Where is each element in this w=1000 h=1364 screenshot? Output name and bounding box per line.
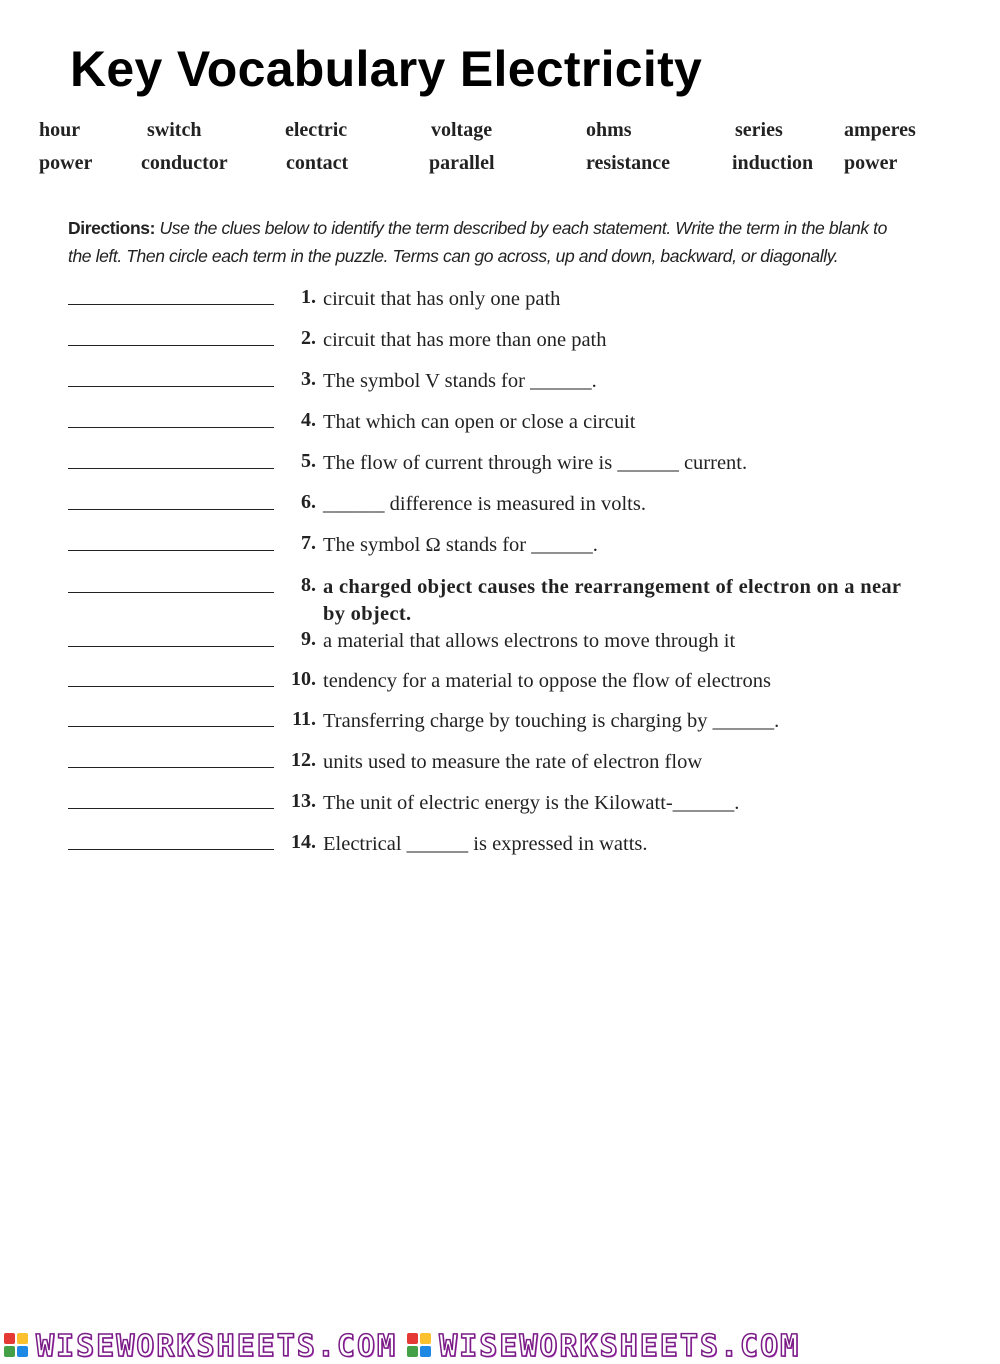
word-bank-term: electric	[285, 119, 348, 141]
question-number: 13.	[291, 790, 316, 812]
question-clue: circuit that has only one path	[323, 288, 561, 310]
question-clue: Transferring charge by touching is charging by ______.	[323, 710, 780, 732]
question-number: 2.	[301, 327, 316, 349]
answer-blank[interactable]	[68, 808, 274, 809]
question-row	[0, 491, 1000, 521]
answer-blank[interactable]	[68, 726, 274, 727]
question-clue: tendency for a material to oppose the flow of electrons	[323, 670, 771, 692]
question-row	[0, 831, 1000, 861]
question-row	[0, 450, 1000, 480]
question-clue: units used to measure the rate of electron flow	[323, 751, 703, 773]
word-bank-term: ohms	[586, 119, 632, 141]
answer-blank[interactable]	[68, 686, 274, 687]
question-number: 14.	[291, 831, 316, 853]
question-number: 6.	[301, 491, 316, 513]
word-bank-term: induction	[732, 152, 814, 174]
word-bank-term: parallel	[429, 152, 495, 174]
question-clue: The symbol V stands for ______.	[323, 370, 597, 392]
directions-text: Use the clues below to identify the term described by each statement. Write the term in the blank to the left. Then circle each term in the puzzle. Terms can go across, up and down, backward, or diagonally.	[68, 218, 887, 266]
answer-blank[interactable]	[68, 468, 274, 469]
footer-watermark	[0, 1328, 1000, 1364]
question-number: 11.	[292, 708, 316, 730]
answer-blank[interactable]	[68, 509, 274, 510]
answer-blank[interactable]	[68, 767, 274, 768]
answer-blank[interactable]	[68, 427, 274, 428]
word-bank-term: power	[39, 152, 93, 174]
question-clue: a material that allows electrons to move through it	[323, 630, 736, 652]
question-number: 12.	[291, 749, 316, 771]
question-number: 5.	[301, 450, 316, 472]
question-row	[0, 532, 1000, 562]
answer-blank[interactable]	[68, 646, 274, 647]
question-row	[0, 790, 1000, 820]
question-number: 1.	[301, 286, 316, 308]
watermark-group	[4, 1329, 397, 1364]
answer-blank[interactable]	[68, 592, 274, 593]
answer-blank[interactable]	[68, 849, 274, 850]
directions	[68, 214, 898, 270]
question-clue: a charged object causes the rearrangement of electron on a near by object.	[323, 576, 901, 625]
word-bank-term: amperes	[844, 119, 916, 141]
word-bank-term: voltage	[431, 119, 493, 141]
question-clue: The flow of current through wire is ______ current.	[323, 452, 748, 474]
directions-lead: Directions:	[68, 218, 156, 238]
word-bank-term: power	[844, 152, 898, 174]
watermark-text: WISEWORKSHEETS.COM	[36, 1328, 398, 1364]
question-clue: circuit that has more than one path	[323, 329, 607, 351]
question-row	[0, 574, 1000, 630]
question-row	[0, 668, 1000, 698]
question-row	[0, 409, 1000, 439]
answer-blank[interactable]	[68, 386, 274, 387]
page-title: Key Vocabulary Electricity	[70, 41, 703, 97]
watermark-text: WISEWORKSHEETS.COM	[439, 1328, 801, 1364]
question-number: 9.	[301, 628, 316, 650]
word-bank-term: resistance	[586, 152, 671, 174]
question-row	[0, 286, 1000, 316]
word-bank-term: series	[735, 119, 783, 141]
word-bank-term: contact	[286, 152, 349, 174]
logo-icon	[4, 1333, 30, 1359]
watermark-group	[407, 1329, 800, 1364]
question-number: 8.	[301, 574, 316, 596]
answer-blank[interactable]	[68, 345, 274, 346]
question-clue: The unit of electric energy is the Kilowatt-______.	[323, 792, 740, 814]
question-clue: ______ difference is measured in volts.	[323, 493, 646, 515]
question-number: 3.	[301, 368, 316, 390]
answer-blank[interactable]	[68, 304, 274, 305]
answer-blank[interactable]	[68, 550, 274, 551]
word-bank-term: conductor	[141, 152, 228, 174]
question-row	[0, 749, 1000, 779]
word-bank-term: hour	[39, 119, 81, 141]
question-row	[0, 708, 1000, 738]
question-number: 7.	[301, 532, 316, 554]
question-row	[0, 628, 1000, 658]
question-row	[0, 368, 1000, 398]
question-clue: Electrical ______ is expressed in watts.	[323, 833, 648, 855]
question-clue: That which can open or close a circuit	[323, 411, 636, 433]
logo-icon	[407, 1333, 433, 1359]
word-bank-term: switch	[147, 119, 202, 141]
question-number: 10.	[291, 668, 316, 690]
question-number: 4.	[301, 409, 316, 431]
question-row	[0, 327, 1000, 357]
question-clue: The symbol Ω stands for ______.	[323, 534, 598, 556]
